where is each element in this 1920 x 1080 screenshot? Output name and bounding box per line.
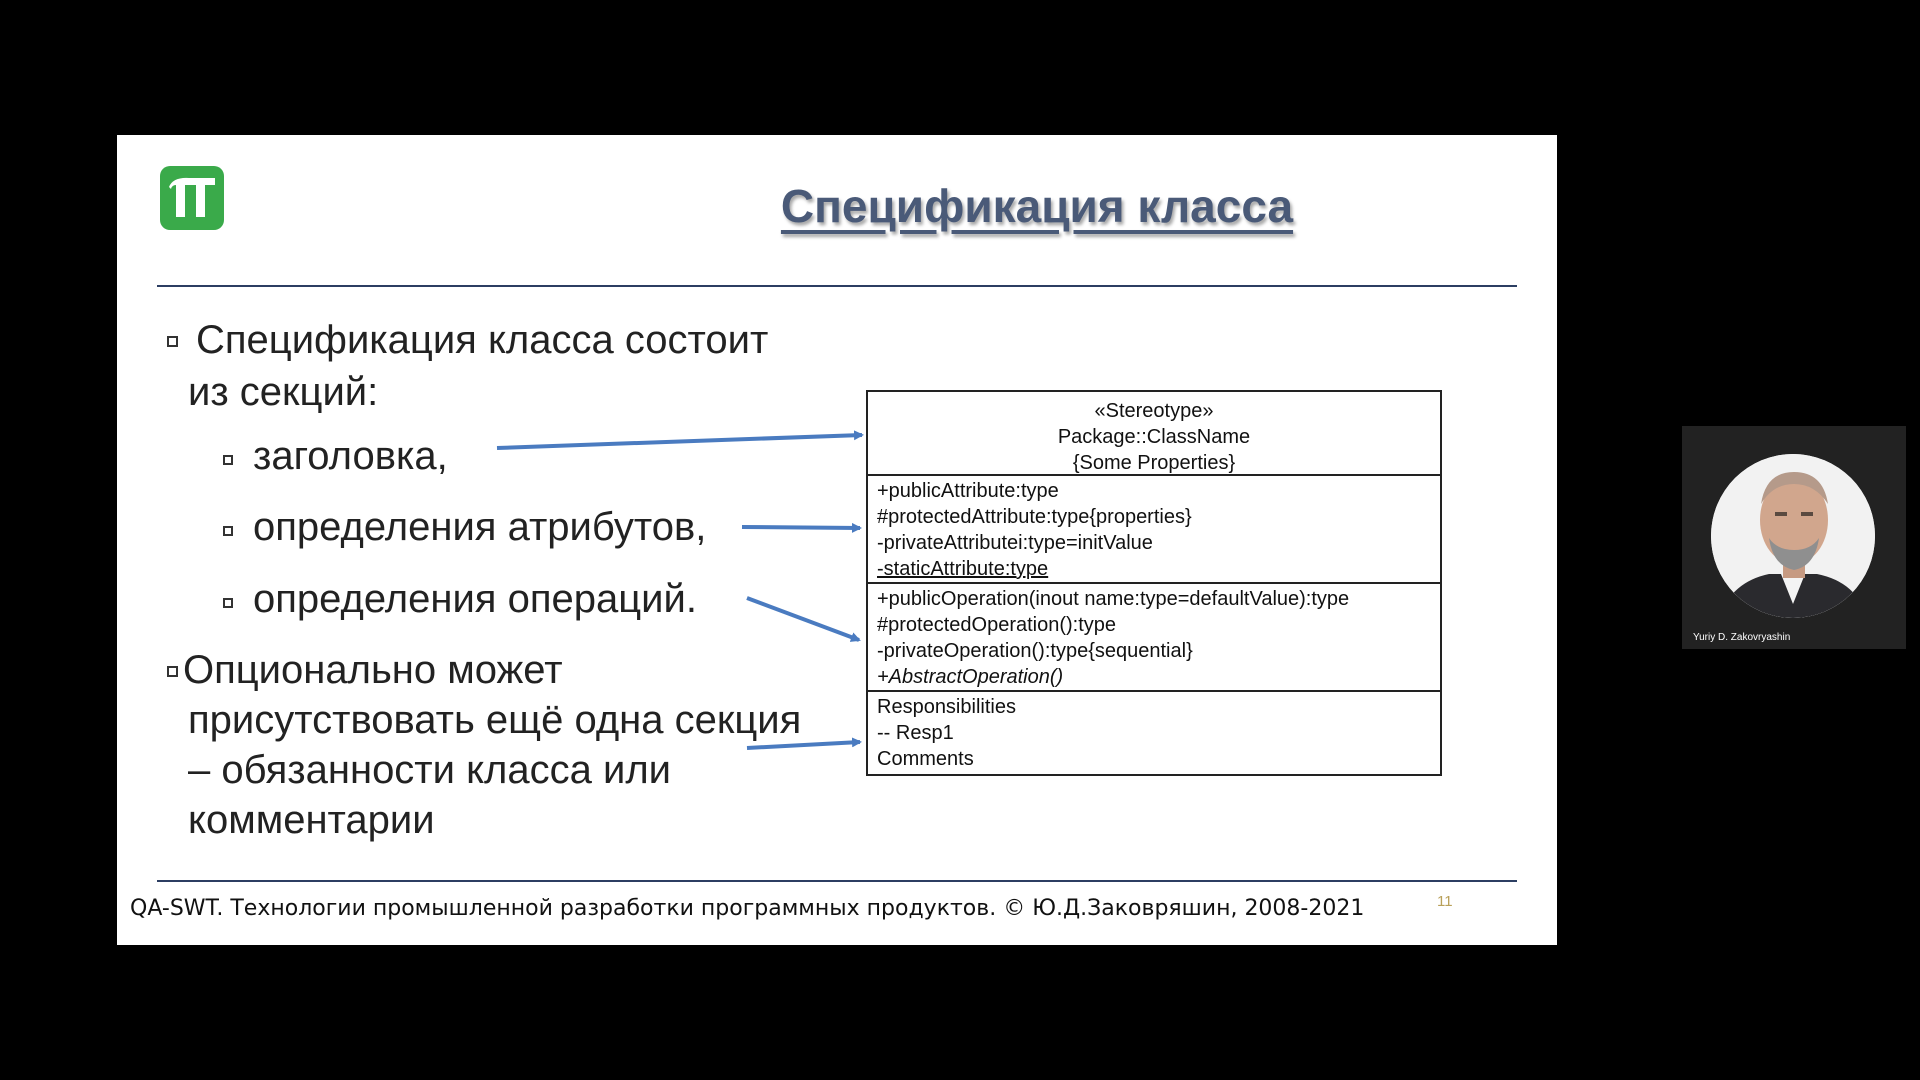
sub-bullet-header — [223, 434, 448, 479]
uml-header-section — [868, 392, 1440, 474]
sub-bullet-attributes — [223, 505, 706, 550]
uml-operation: #protectedOperation():type — [877, 614, 1117, 636]
participant-video-tile[interactable] — [1682, 426, 1906, 649]
arrow-attributes — [742, 527, 860, 528]
bullet-text-continuation: присутствовать ещё одна секция — [188, 698, 802, 742]
square-bullet-icon — [223, 598, 233, 608]
sub-bullet-text: заголовка, — [253, 434, 448, 478]
bullet-text-continuation: – обязанности класса или — [188, 748, 672, 792]
sub-bullet-text: определения операций. — [253, 577, 697, 621]
uml-attributes-section — [868, 474, 1440, 584]
person-icon — [1711, 454, 1875, 618]
bullet-text-continuation: из секций: — [188, 370, 379, 414]
uml-class-name: Package::ClassName — [1057, 426, 1251, 448]
square-bullet-icon — [223, 526, 233, 536]
uml-operations-section — [868, 582, 1440, 692]
uml-abstract-operation: +AbstractOperation() — [877, 666, 1064, 688]
uml-attribute: -privateAttributei:type=initValue — [877, 532, 1153, 554]
uml-responsibility: Responsibilities — [877, 696, 1016, 718]
footer-divider — [157, 880, 1517, 882]
uml-responsibility: -- Resp1 — [877, 722, 954, 744]
page-number: 11 — [1437, 893, 1453, 910]
bullet-text: Спецификация класса состоит — [196, 318, 769, 362]
uml-stereotype: «Stereotype» — [1094, 400, 1214, 422]
pi-logo-icon — [159, 165, 225, 231]
participant-avatar — [1711, 454, 1875, 618]
sub-bullet-text: определения атрибутов, — [253, 505, 707, 549]
square-bullet-icon — [223, 455, 233, 465]
uml-static-attribute: -staticAttribute:type — [877, 558, 1049, 580]
slide-footer: QA-SWT. Технологии промышленной разработки программных продуктов. © Ю.Д.Заковряшин, 2008-2021 — [130, 896, 1365, 921]
square-bullet-icon — [167, 336, 178, 347]
bullet-text-continuation: комментарии — [188, 798, 435, 842]
slide-title: Спецификация класса — [780, 180, 1294, 232]
arrow-header — [497, 435, 862, 448]
sub-bullet-operations — [223, 577, 697, 622]
bullet-text: Опционально может — [183, 648, 563, 692]
uml-attribute: +publicAttribute:type — [877, 480, 1059, 502]
uml-properties: {Some Properties} — [1072, 452, 1236, 474]
title-divider — [157, 285, 1517, 287]
bullet-item — [167, 648, 563, 693]
participant-name: Yuriy D. Zakovryashin — [1693, 632, 1791, 643]
uml-attribute: #protectedAttribute:type{properties} — [877, 506, 1192, 528]
bullet-item — [167, 318, 768, 363]
uml-class-box — [866, 390, 1442, 776]
uml-responsibility: Comments — [877, 748, 974, 770]
arrow-operations — [747, 598, 859, 640]
uml-responsibilities-section — [868, 690, 1440, 778]
uml-operation: -privateOperation():type{sequential} — [877, 640, 1193, 662]
slide — [117, 135, 1557, 945]
square-bullet-icon — [167, 666, 178, 677]
uml-operation: +publicOperation(inout name:type=defaultValue):type — [877, 588, 1350, 610]
